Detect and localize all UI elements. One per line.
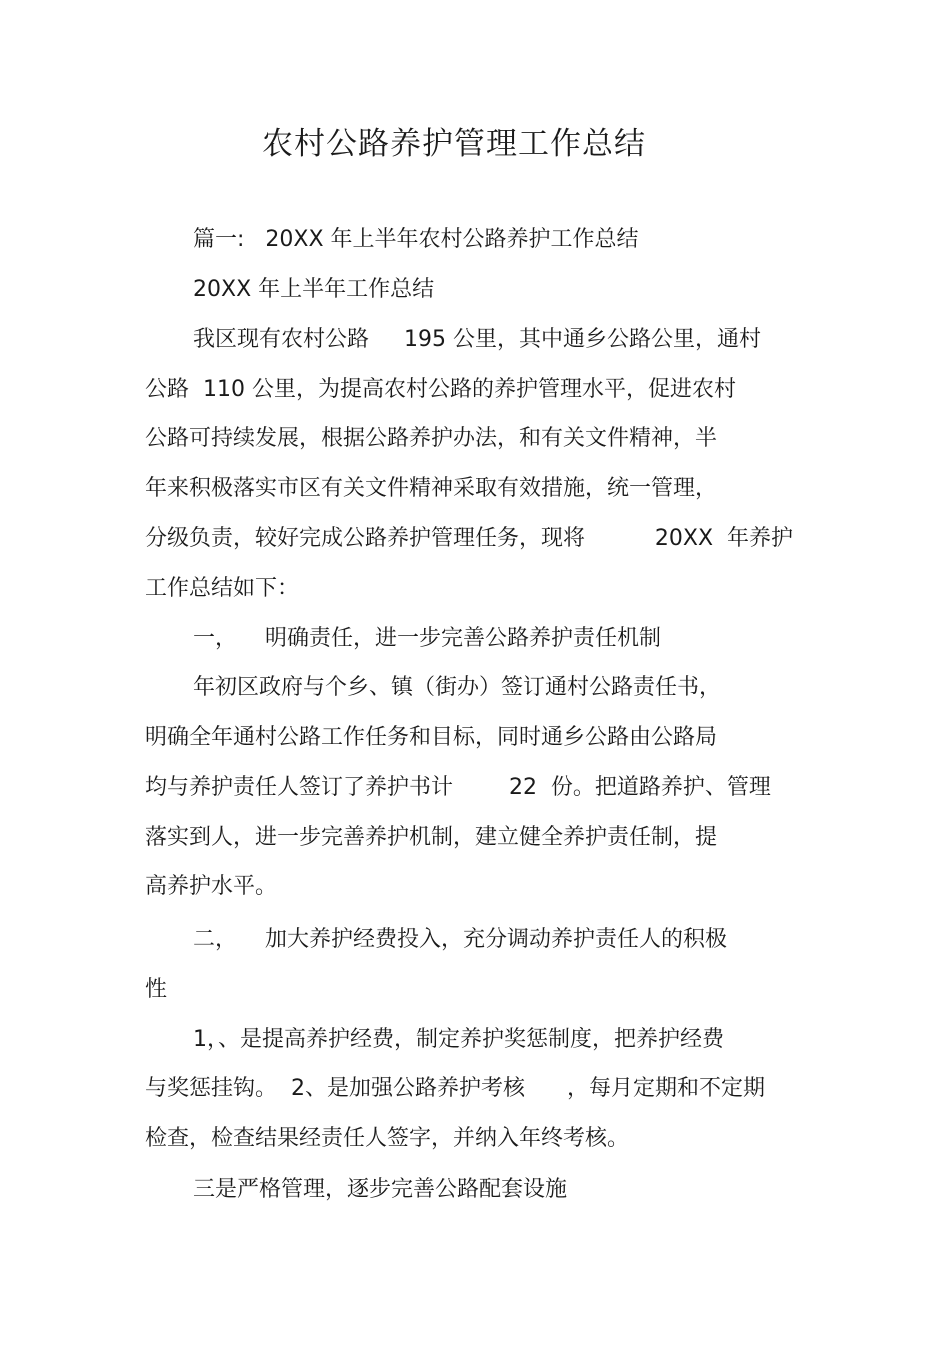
paragraph-line: 公路可持续发展，根据公路养护办法，和有关文件精神，半	[145, 426, 718, 451]
paragraph-line: 1，、是提高养护经费，制定养护奖惩制度，把养护经费	[193, 1027, 724, 1052]
paragraph-line: 年来积极落实市区有关文件精神采取有效措施，统一管理，	[145, 476, 718, 501]
paragraph-line: 性	[145, 977, 168, 1002]
paragraph-line: 与奖惩挂钩。 2、是加强公路养护考核 ，每月定期和不定期	[145, 1076, 765, 1101]
paragraph-line: 明确全年通村公路工作任务和目标，同时通乡公路由公路局	[145, 725, 718, 750]
section-heading-1: 篇一: 20XX 年上半年农村公路养护工作总结	[193, 227, 639, 252]
section-heading: 三是严格管理，逐步完善公路配套设施	[193, 1177, 568, 1202]
paragraph-line: 公路 110 公里，为提高农村公路的养护管理水平，促进农村	[145, 377, 736, 402]
paragraph-line: 我区现有农村公路 195 公里，其中通乡公路公里，通村	[193, 327, 761, 352]
subtitle: 20XX 年上半年工作总结	[193, 277, 435, 302]
paragraph-line: 工作总结如下：	[145, 576, 300, 601]
document-title: 农村公路养护管理工作总结	[262, 126, 646, 162]
section-heading: 一， 明确责任，进一步完善公路养护责任机制	[193, 626, 661, 651]
paragraph-line: 高养护水平。	[145, 874, 278, 899]
paragraph-line: 年初区政府与个乡、镇（街办）签订通村公路责任书，	[193, 675, 722, 700]
paragraph-line: 均与养护责任人签订了养护书计 22 份。把道路养护、管理	[145, 775, 771, 800]
paragraph-line: 落实到人，进一步完善养护机制，建立健全养护责任制，提	[145, 825, 718, 850]
section-heading: 二， 加大养护经费投入，充分调动养护责任人的积极	[193, 927, 727, 952]
paragraph-line: 检查，检查结果经责任人签字，并纳入年终考核。	[145, 1126, 630, 1151]
paragraph-line: 分级负责，较好完成公路养护管理任务，现将 20XX 年养护	[145, 526, 794, 551]
